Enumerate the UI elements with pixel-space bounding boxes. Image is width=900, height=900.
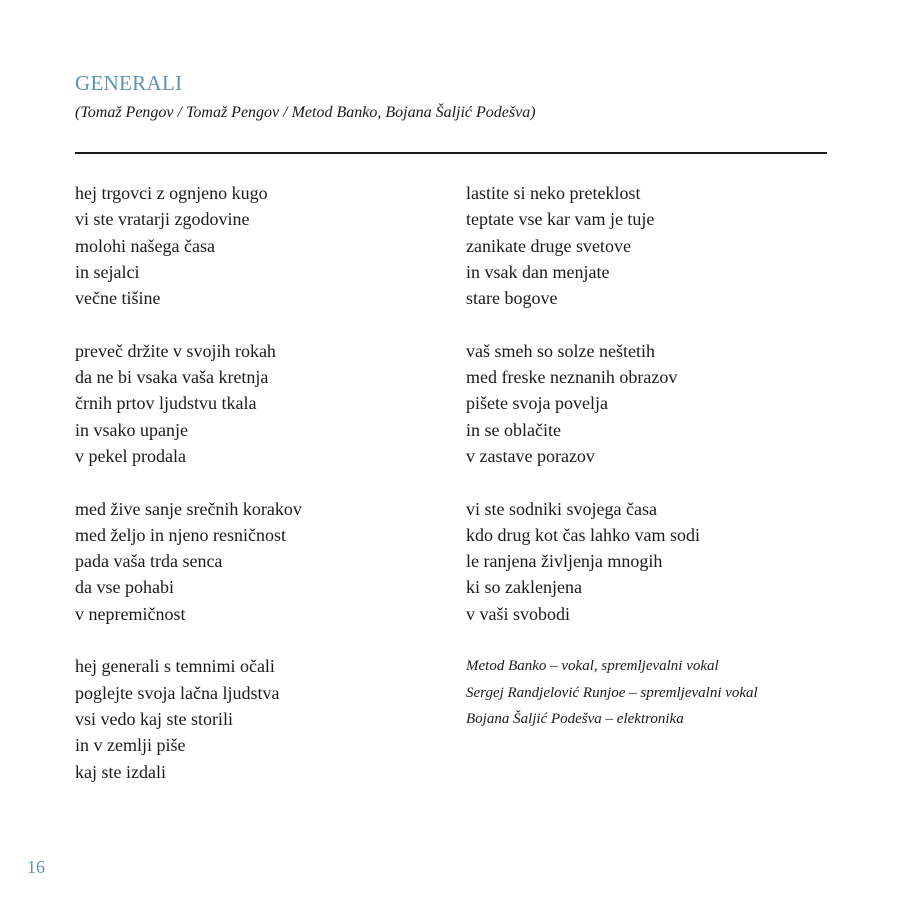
lyric-line: in vsak dan menjate bbox=[466, 261, 610, 282]
lyric-line: črnih prtov ljudstvu tkala bbox=[75, 393, 257, 414]
song-title: GENERALI bbox=[75, 71, 183, 95]
lyric-line: in sejalci bbox=[75, 261, 140, 282]
stanza bbox=[466, 338, 758, 469]
performer-credits bbox=[466, 653, 758, 732]
performer-line: Sergej Randjelović Runjoe – spremljevalni vokal bbox=[466, 684, 758, 701]
lyric-line: hej trgovci z ognjeno kugo bbox=[75, 183, 268, 203]
performer-line: Metod Banko – vokal, spremljevalni vokal bbox=[466, 658, 719, 675]
lyric-line: v zastave porazov bbox=[466, 445, 595, 466]
lyric-line: vi ste sodniki svojega časa bbox=[466, 498, 657, 519]
lyric-line: kdo drug kot čas lahko vam sodi bbox=[466, 524, 700, 545]
lyric-line: pišete svoja povelja bbox=[466, 393, 608, 414]
lyric-line: in v zemlji piše bbox=[75, 735, 186, 756]
lyric-line: večne tišine bbox=[75, 288, 161, 309]
lyric-line: v nepremičnost bbox=[75, 603, 186, 624]
lyrics-right-column bbox=[466, 180, 758, 732]
page-number: 16 bbox=[27, 857, 45, 877]
song-credits: (Tomaž Pengov / Tomaž Pengov / Metod Banko, Bojana Šaljić Podešva) bbox=[75, 104, 536, 121]
lyric-line: hej generali s temnimi očali bbox=[75, 656, 275, 677]
stanza bbox=[75, 338, 302, 469]
lyric-line: lastite si neko preteklost bbox=[466, 183, 641, 203]
lyric-line: stare bogove bbox=[466, 288, 558, 309]
lyric-line: kaj ste izdali bbox=[75, 761, 166, 782]
lyric-line: vaš smeh so solze neštetih bbox=[466, 340, 655, 361]
lyric-line: in vsako upanje bbox=[75, 419, 188, 440]
performer-line: Bojana Šaljić Podešva – elektronika bbox=[466, 710, 684, 727]
lyric-line: vsi vedo kaj ste storili bbox=[75, 708, 233, 729]
lyric-line: teptate vse kar vam je tuje bbox=[466, 209, 655, 230]
stanza bbox=[75, 180, 302, 311]
stanza bbox=[466, 180, 758, 311]
lyrics-left-column bbox=[75, 180, 302, 785]
lyric-line: in se oblačite bbox=[466, 419, 561, 440]
lyric-line: da vse pohabi bbox=[75, 577, 174, 598]
lyric-line: ki so zaklenjena bbox=[466, 577, 582, 598]
lyric-line: med žive sanje srečnih korakov bbox=[75, 498, 302, 519]
lyric-line: preveč držite v svojih rokah bbox=[75, 340, 276, 361]
lyric-line: poglejte svoja lačna ljudstva bbox=[75, 682, 280, 703]
lyric-line: molohi našega časa bbox=[75, 235, 215, 256]
lyric-line: le ranjena življenja mnogih bbox=[466, 551, 663, 572]
lyric-line: zanikate druge svetove bbox=[466, 235, 631, 256]
stanza bbox=[75, 653, 302, 784]
lyric-line: vi ste vratarji zgodovine bbox=[75, 209, 250, 230]
stanza bbox=[75, 496, 302, 627]
lyric-line: med željo in njeno resničnost bbox=[75, 524, 286, 545]
lyric-line: v vaši svobodi bbox=[466, 603, 571, 624]
stanza bbox=[466, 496, 758, 627]
lyric-line: v pekel prodala bbox=[75, 445, 186, 466]
title-divider bbox=[75, 152, 827, 154]
lyric-line: da ne bi vsaka vaša kretnja bbox=[75, 367, 269, 388]
lyric-line: med freske neznanih obrazov bbox=[466, 367, 678, 388]
lyric-line: pada vaša trda senca bbox=[75, 551, 223, 572]
